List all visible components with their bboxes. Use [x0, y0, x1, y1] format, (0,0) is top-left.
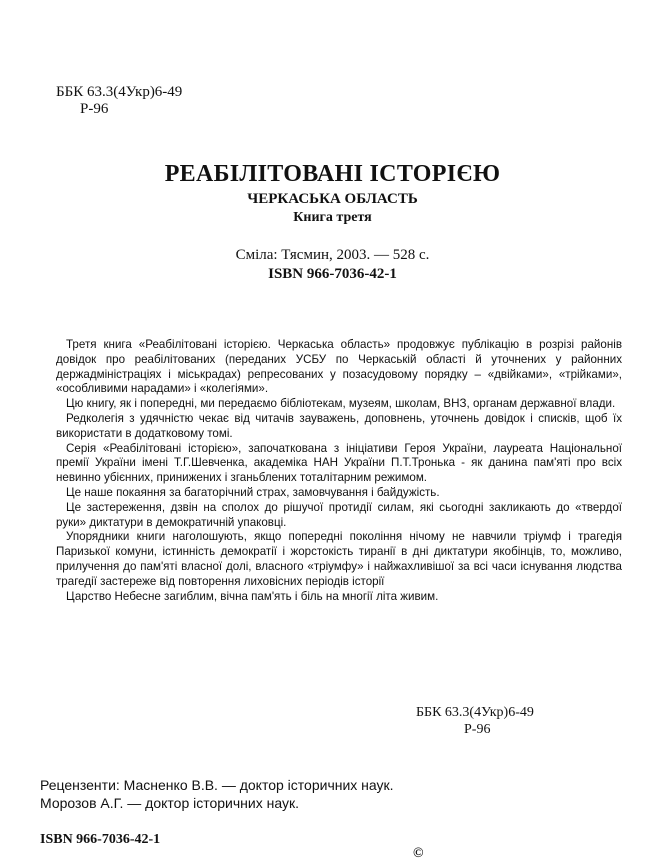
paragraph: Серія «Реабілітовані історією», започаткована з ініціативи Героя України, лауреата Національної премії України імені Т.Г.Шевченка, академіка НАН України П.Т.Тронька - як данина пам'яті про всіх невинно убієнних, принижених і зганьблених тоталітарним режимом.	[56, 441, 622, 485]
annotation-text	[56, 338, 622, 604]
reviewer-line: Рецензенти: Масненко В.В. — доктор історичних наук.	[40, 777, 394, 793]
paragraph: Це наше покаяння за багаторічний страх, замовчування і байдужість.	[66, 485, 440, 499]
bbk-code: ББК 63.3(4Укр)6-49	[416, 705, 534, 720]
copyright-sign: ©	[413, 846, 424, 861]
volume-label: Книга третя	[293, 210, 372, 225]
isbn-center: ISBN 966-7036-42-1	[268, 266, 397, 282]
bbk-classification-top	[56, 84, 182, 118]
isbn-bottom: ISBN 966-7036-42-1	[40, 832, 161, 847]
paragraph: Цю книгу, як і попередні, ми передаємо бібліотекам, музеям, школам, ВНЗ, органам державної влади.	[66, 397, 616, 411]
paragraph: Редколегія з удячністю чекає від читачів зауважень, доповнень, уточнень довідок і списків, щоб їх використати в додатковому томі.	[56, 411, 622, 440]
bbk-classification-bottom	[416, 704, 534, 738]
author-mark: Р-96	[80, 101, 109, 117]
author-mark: Р-96	[464, 722, 491, 737]
paragraph: Це застереження, дзвін на сполох до рішучої протидії силам, які сьогодні закликають до «твердої руки» диктатури в демократичній упаковці.	[56, 500, 622, 529]
region-subtitle: ЧЕРКАСЬКА ОБЛАСТЬ	[247, 191, 418, 207]
paragraph: Упорядники книги наголошують, якщо попередні покоління нічому не навчили тріумф і трагедія Паризької комуни, істинність демократії і жорстокість тиранії в дні диктатури якобінців, то, можливо, прилучення до пам'яті власної долі, власного «тріумфу» і найжахливішої за всі часи існування людства трагедії застереже від повторення лиховісних періодів історії	[56, 530, 622, 588]
title-block	[0, 160, 665, 283]
paragraph: Царство Небесне загиблим, вічна пам'ять і біль на многії літа живим.	[66, 589, 439, 603]
reviewer-line: Морозов А.Г. — доктор історичних наук.	[40, 795, 299, 811]
bbk-code: ББК 63.3(4Укр)6-49	[56, 84, 183, 100]
paragraph: Третя книга «Реабілітовані історією. Черкаська область» продовжує публікацію в розрізі районів довідок про реабілітованих (переданих УСБУ по Черкаській області й уточнених у районних держадміністраціях і міськрадах) репресованих у позасудовому порядку – «двійками», «трійками», «особливими нарадами» і «колегіями».	[56, 338, 622, 396]
reviewers	[40, 776, 394, 812]
book-title: РЕАБІЛІТОВАНІ ІСТОРІЄЮ	[164, 161, 501, 187]
publication-info: Сміла: Тясмин, 2003. — 528 с.	[235, 247, 430, 263]
